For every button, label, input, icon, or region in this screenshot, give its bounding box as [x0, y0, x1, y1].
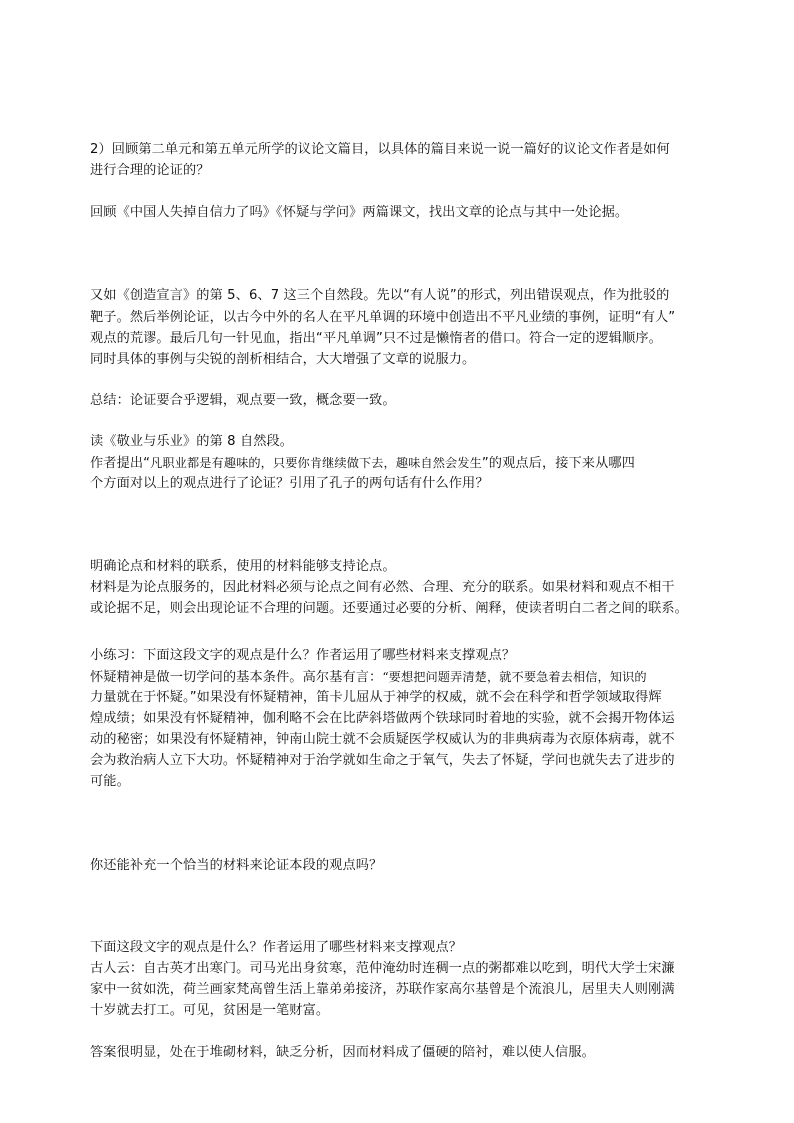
example-line-3: 观点的荒谬。最后几句一针见血，指出“平凡单调”只不过是懒惰者的借口。符合一定的逻辑顺序。: [90, 331, 662, 346]
practice-line-6: 会为救治病人立下大功。怀疑精神对于治学就如生命之于氧气，失去了怀疑，学问也就失去了进步的: [90, 753, 675, 768]
practice-line-3: [90, 687, 662, 709]
clarify-line-3: 或论据不足，则会出现论证不合理的问题。还要通过必要的分析、阐释，使读者明白二者之间的联系。: [90, 601, 688, 616]
read-line-2-post: ”的观点后，接下来从哪四: [481, 456, 635, 471]
clarify-line-1: 明确论点和材料的联系，使用的材料能够支持论点。: [90, 559, 396, 574]
review-instruction: 回顾《中国人失掉自信力了吗》《怀疑与学问》两篇课文，找出文章的论点与其中一处论据。: [90, 205, 629, 220]
example-line-1: 又如《创造宣言》的第 5、6、7 这三个自然段。先以“有人说”的形式，列出错误观点，作为批驳的: [90, 288, 670, 303]
clarify-line-2: 材料是为论点服务的，因此材料必须与论点之间有必然、合理、充分的联系。如果材料和观点不相干: [90, 580, 675, 595]
question-2-line-1: 2）回顾第二单元和第五单元所学的议论文篇目，以具体的篇目来说一说一篇好的议论文作者是如何: [90, 142, 670, 157]
practice-line-3-post: ”如果没有怀疑精神，笛卡儿屈从于神学的权威，就不会在科学和哲学领域取得辉: [189, 690, 662, 705]
document-page: [90, 0, 710, 1123]
practice-line-5: 动的秘密；如果没有怀疑精神，钟南山院士就不会质疑医学权威认为的非典病毒为衣原体病毒，就不: [90, 732, 675, 747]
read-line-3: 个方面对以上的观点进行了论证？引用了孔子的两句话有什么作用？: [90, 476, 489, 491]
practice-line-7: 可能。: [90, 774, 130, 789]
second-line-2: 古人云：自古英才出寒门。司马光出身贫寒，范仲淹幼时连稠一点的粥都难以吃到，明代大学士宋濂: [90, 961, 675, 976]
practice-line-4: 煌成绩；如果没有怀疑精神，伽利略不会在比萨斜塔做两个铁球同时着地的实验，就不会揭开物体运: [90, 711, 675, 726]
practice-line-2-quote: “要想把问题弄清楚，就不要急着去相信，知识的: [382, 670, 647, 684]
read-line-2-pre: 作者提出“: [90, 456, 151, 471]
question-2-line-2: 进行合理的论证的？: [90, 163, 210, 178]
summary: 总结：论证要合乎逻辑，观点要一致，概念要一致。: [90, 393, 396, 408]
practice-line-2: [90, 666, 647, 689]
example-line-4: 同时具体的事例与尖锐的剖析相结合，大大增强了文章的说服力。: [90, 352, 476, 367]
supplement-question: 你还能补充一个恰当的材料来论证本段的观点吗？: [90, 858, 383, 873]
second-line-3: 家中一贫如洗，荷兰画家梵高曾生活上靠弟弟接济，苏联作家高尔基曾是个流浪儿，居里夫人则刚满: [90, 982, 675, 997]
read-line-2-quote: 凡职业都是有趣味的，只要你肯继续做下去，趣味自然会发生: [150, 456, 482, 470]
read-line-2: [90, 452, 635, 475]
practice-line-3-quote: 力量就在于怀疑。: [90, 690, 190, 705]
example-line-2: 靶子。然后举例论证，以古今中外的名人在平凡单调的环境中创造出不平凡业绩的事例，证明“有人”: [90, 310, 676, 325]
answer: 答案很明显，处在于堆砌材料，缺乏分析，因而材料成了僵硬的陪衬，难以使人信服。: [90, 1045, 595, 1060]
second-line-4: 十岁就去打工。可见，贫困是一笔财富。: [90, 1003, 330, 1018]
second-line-1: 下面这段文字的观点是什么？作者运用了哪些材料来支撑观点？: [90, 940, 463, 955]
practice-line-2-pre: 怀疑精神是做一切学问的基本条件。高尔基有言：: [90, 670, 383, 685]
practice-line-1: 小练习：下面这段文字的观点是什么？作者运用了哪些材料来支撑观点？: [90, 648, 516, 663]
read-line-1: 读《敬业与乐业》的第 8 自然段。: [90, 434, 294, 449]
